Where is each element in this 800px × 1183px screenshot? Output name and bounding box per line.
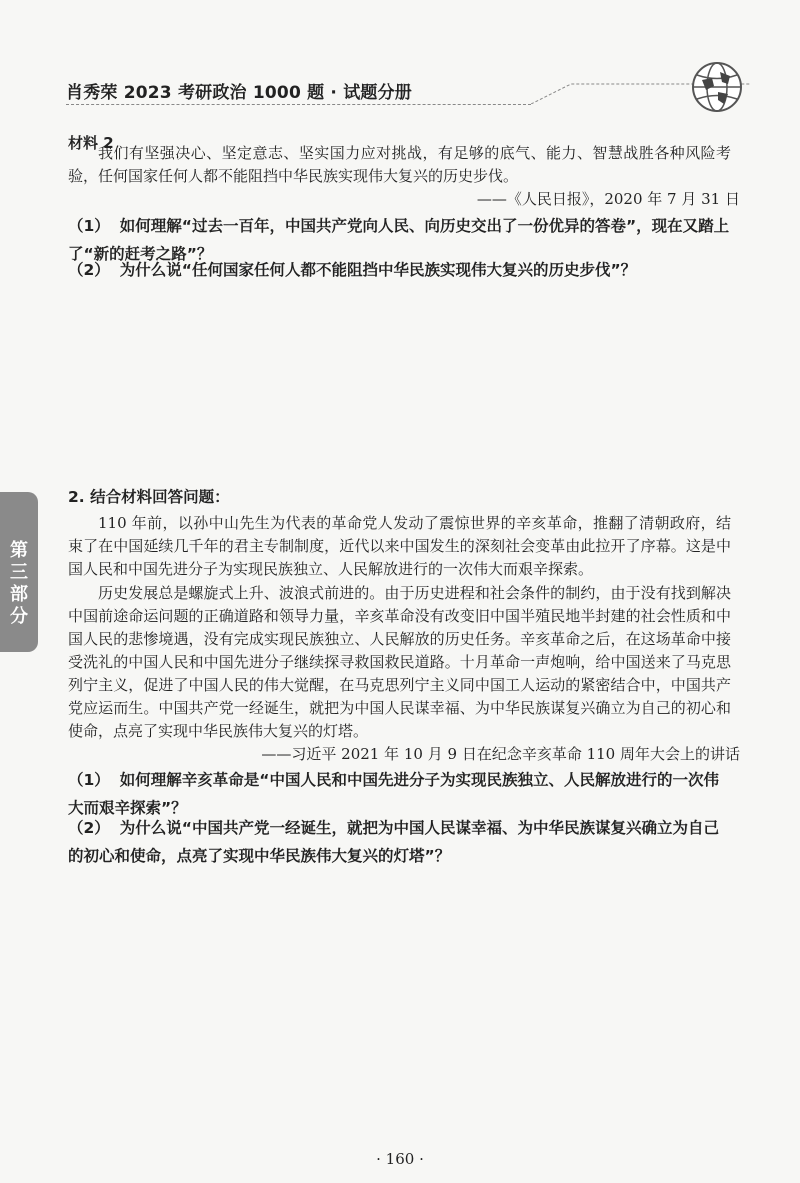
question-number: （2） bbox=[68, 819, 110, 837]
question-1-2 bbox=[68, 256, 734, 284]
material-2-body: 我们有坚强决心、坚定意志、坚实国力应对挑战，有足够的底气、能力、智慧战胜各种风险考验，任何国家任何人都不能阻挡中华民族实现伟大复兴的历史步伐。 bbox=[68, 144, 731, 185]
question-text: 如何理解辛亥革命是“中国人民和中国先进分子为实现民族独立、人民解放进行的一次伟大而艰辛探索”？ bbox=[68, 771, 719, 817]
question-text: 为什么说“中国共产党一经诞生，就把为中国人民谋幸福、为中华民族谋复兴确立为自己的初心和使命，点亮了实现中华民族伟大复兴的灯塔”？ bbox=[68, 819, 719, 865]
question-2-2 bbox=[68, 814, 734, 870]
question-text: 为什么说“任何国家任何人都不能阻挡中华民族实现伟大复兴的历史步伐”？ bbox=[119, 261, 637, 279]
header-rule bbox=[66, 104, 531, 105]
question-number: （2） bbox=[68, 261, 110, 279]
running-header bbox=[66, 68, 666, 108]
problem-2-para-1: 110 年前，以孙中山先生为代表的革命党人发动了震惊世界的辛亥革命，推翻了清朝政府，结束了在中国延续几千年的君主专制制度，近代以来中国发生的深刻社会变革由此拉开了序幕。这是中国人民和中国先进分子为实现民族独立、人民解放进行的一次伟大而艰辛探索。 bbox=[68, 514, 731, 578]
question-number: （1） bbox=[68, 771, 110, 789]
page-number: · 160 · bbox=[376, 1150, 424, 1168]
material-2-title: 材料 2 bbox=[68, 134, 114, 152]
question-number: （1） bbox=[68, 217, 110, 235]
problem-2-para-2: 历史发展总是螺旋式上升、波浪式前进的。由于历史进程和社会条件的制约，由于没有找到解决中国前途命运问题的正确道路和领导力量，辛亥革命没有改变旧中国半殖民地半封建的社会性质和中国人民的悲惨境遇，没有完成实现民族独立、人民解放的历史任务。辛亥革命之后，在这场革命中接受洗礼的中国人民和中国先进分子继续探寻救国救民道路。十月革命一声炮响，给中国送来了马克思列宁主义，促进了中国人民的伟大觉醒，在马克思列宁主义同中国工人运动的紧密结合中，中国共产党应运而生。中国共产党一经诞生，就把为中国人民谋幸福、为中华民族谋复兴确立为自己的初心和使命，点亮了实现中华民族伟大复兴的灯塔。 bbox=[68, 584, 731, 740]
globe-icon bbox=[690, 60, 744, 114]
section-tab-label: 第三部分 bbox=[10, 540, 28, 627]
section-tab bbox=[0, 492, 38, 652]
problem-2-title: 2. 结合材料回答问题： bbox=[68, 488, 230, 506]
material-2-source: ——《人民日报》，2020 年 7 月 31 日 bbox=[476, 190, 740, 208]
problem-2-source: ——习近平 2021 年 10 月 9 日在纪念辛亥革命 110 周年大会上的讲话 bbox=[261, 745, 740, 763]
question-text: 如何理解“过去一百年，中国共产党向人民、向历史交出了一份优异的答卷”，现在又踏上了“新的赶考之路”？ bbox=[68, 217, 730, 263]
book-title: 肖秀荣 2023 考研政治 1000 题 · 试题分册 bbox=[66, 83, 412, 103]
